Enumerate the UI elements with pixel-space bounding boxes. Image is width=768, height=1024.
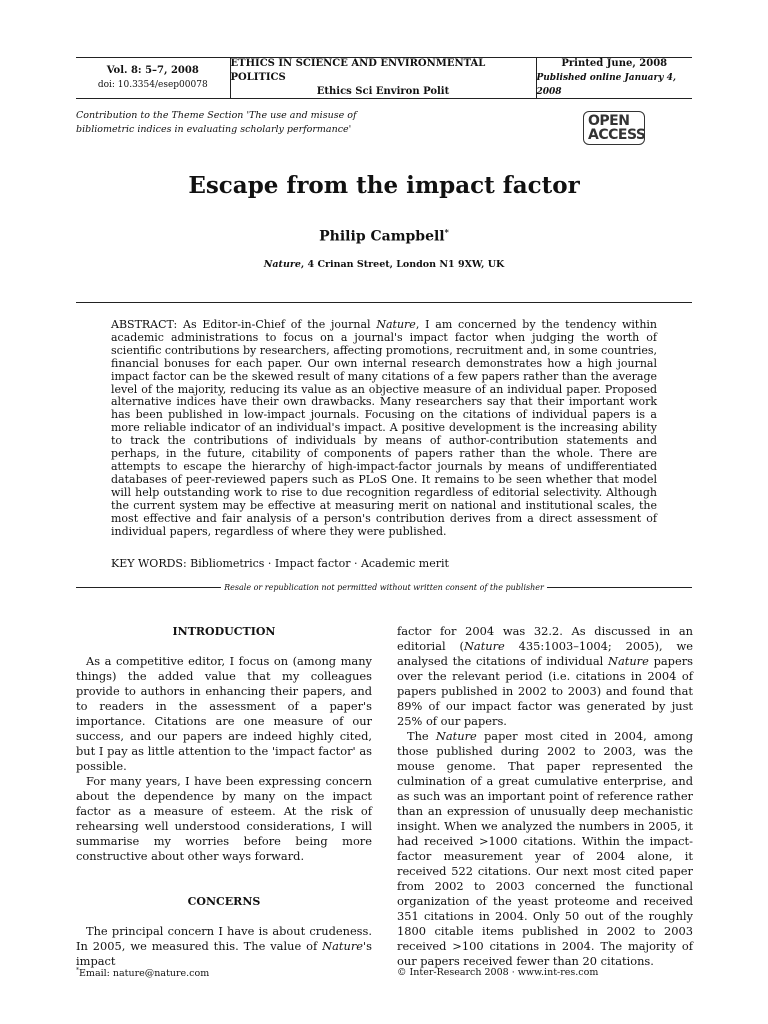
- intro-paragraph-1: As a competitive editor, I focus on (among many things) the added value that my colleagues provide to authors in enhancing their papers, and to readers in the assessment of a paper's importance. Citations are one measure of our success, and our papers are indeed highly cited, but I pay as little attention to the 'impact factor' as possible.: [76, 654, 372, 773]
- right-p1-nature-1: Nature: [463, 639, 505, 653]
- email-mark: *: [76, 967, 79, 974]
- right-p1-nature-2: Nature: [607, 654, 649, 668]
- abstract: [111, 319, 657, 538]
- concerns-text-1: The principal concern I have is about crudeness. In 2005, we measured this. The value of: [76, 924, 372, 953]
- email-text: Email: nature@nature.com: [79, 968, 210, 980]
- keywords: [111, 557, 657, 571]
- resale-notice: Resale or republication not permitted without written consent of the publisher: [224, 582, 544, 592]
- right-column: [397, 624, 693, 969]
- introduction-heading: INTRODUCTION: [172, 625, 276, 638]
- resale-notice-row: [76, 580, 692, 594]
- abstract-nature: Nature: [376, 318, 416, 331]
- header-date-cell: [537, 58, 693, 98]
- right-p2-text-1: The: [407, 729, 436, 743]
- author-name: Philip Campbell: [319, 228, 445, 245]
- abstract-label: ABSTRACT:: [111, 318, 183, 331]
- spacer: [76, 639, 372, 654]
- abstract-text-2: , I am concerned by the tendency within academic administrations to focus on a journal's impact factor when judging the worth of scientific contributions by researchers, affecting promotions, recruitment and, in some countries, financial bonuses for each paper. Our own internal research demonstrates how a high journal impact factor can be the skewed result of many citations of a few papers rather than the average level of the majority, reducing its value as an objective measure of an individual paper. Proposed alternative indices have their own drawbacks. Many researchers say that their important work has been published in low-impact journals. Focusing on the citations of individual papers is a more reliable indicator of an individual's impact. A positive development is the increasing ability to track the contributions of individuals by means of author-contribution statements and perhaps, in the future, citability of components of papers rather than the whole. There are attempts to escape the hierarchy of high-impact-factor journals by means of undifferentiated databases of peer-reviewed papers such as PLoS One. It remains to be seen whether that model will help outstanding work to rise to due recognition regardless of editorial selectivity. Although the current system may be effective at measuring merit on national and institutional scales, the most effective and fair analysis of a person's contribution derives from a direct assessment of individual papers, regardless of where they were published.: [111, 318, 658, 538]
- theme-section-note: [76, 109, 376, 137]
- resale-rule-left: [76, 587, 221, 588]
- keywords-items: Bibliometrics · Impact factor · Academic merit: [190, 557, 449, 570]
- concerns-nature: Nature: [322, 939, 364, 953]
- right-p2-text-2: paper most cited in 2004, among those published during 2002 to 2003, was the mouse genome. That paper represented the culmination of a great cumulative enterprise, and as such was an important point of reference rather than an expression of unusually deep mechanistic insight. When we analyzed the numbers in 2005, it had received >1000 citations. Within the impact-factor measurement year of 2004 alone, it received 522 citations. Our next most cited paper from 2002 to 2003 concerned the functional organization of the yeast proteome and received 351 citations in 2004. Only 50 out of the roughly 1800 citable items published in 2002 to 2003 received >100 citations in 2004. The majority of our papers received fewer than 20 citations.: [397, 729, 694, 968]
- affiliation: [0, 259, 768, 270]
- resale-rule-right: [547, 587, 692, 588]
- abstract-text-1: As Editor-in-Chief of the journal: [183, 318, 377, 331]
- theme-line-1: Contribution to the Theme Section 'The use and misuse of: [76, 110, 357, 121]
- journal-header: [76, 57, 692, 99]
- doi: doi: 10.3354/esep00078: [97, 80, 208, 90]
- article-title: Escape from the impact factor: [188, 172, 580, 199]
- concerns-paragraph-1: [76, 924, 372, 969]
- concerns-text-2: 's impact: [76, 939, 372, 968]
- published-online-date: Published online January 4, 2008: [536, 73, 676, 97]
- printed-date: Printed June, 2008: [561, 58, 668, 69]
- left-column: [76, 624, 372, 969]
- right-p2-nature: Nature: [435, 729, 477, 743]
- right-paragraph-1: [397, 624, 693, 729]
- header-journal-cell: [230, 58, 537, 98]
- abstract-top-rule: [76, 302, 692, 303]
- affiliation-journal: Nature: [263, 259, 301, 270]
- right-paragraph-2: [397, 729, 693, 969]
- concerns-heading: CONCERNS: [187, 895, 261, 908]
- volume-info: Vol. 8: 5–7, 2008: [106, 65, 199, 76]
- spacer: [76, 909, 372, 924]
- author-mark: *: [444, 227, 449, 237]
- header-volume-cell: [76, 58, 230, 98]
- theme-line-2: bibliometric indices in evaluating scholarly performance': [76, 124, 352, 135]
- author-line: [0, 227, 768, 245]
- right-p1-text-2: 435:1003–1004; 2005), we analysed the citations of individual: [397, 639, 693, 668]
- right-p1-text-3: papers over the relevant period (i.e. citations in 2004 of papers published in 2002 to 2003) and found that 89% of our impact factor was generated by just 25% of our papers.: [397, 654, 693, 728]
- journal-abbrev: Ethics Sci Environ Polit: [316, 86, 450, 97]
- open-access-line-1: OPEN: [588, 113, 630, 129]
- footer-copyright: © Inter-Research 2008 · www.int-res.com: [397, 967, 599, 978]
- affiliation-address: , 4 Crinan Street, London N1 9XW, UK: [300, 259, 505, 270]
- intro-paragraph-2: For many years, I have been expressing concern about the dependence by many on the impact factor as a measure of esteem. At the risk of rehearsing well understood considerations, I will summarise my worries before being more constructive about other ways forward.: [76, 774, 372, 863]
- keywords-label: KEY WORDS:: [111, 557, 191, 570]
- open-access-logo: [583, 111, 645, 145]
- right-p1-text-1: factor for 2004 was 32.2. As discussed in an editorial (: [397, 624, 693, 653]
- footnote-email: [76, 967, 209, 979]
- journal-name: ETHICS IN SCIENCE AND ENVIRONMENTAL POLITICS: [230, 58, 486, 83]
- spacer: [76, 864, 372, 894]
- open-access-line-2: ACCESS: [588, 127, 646, 143]
